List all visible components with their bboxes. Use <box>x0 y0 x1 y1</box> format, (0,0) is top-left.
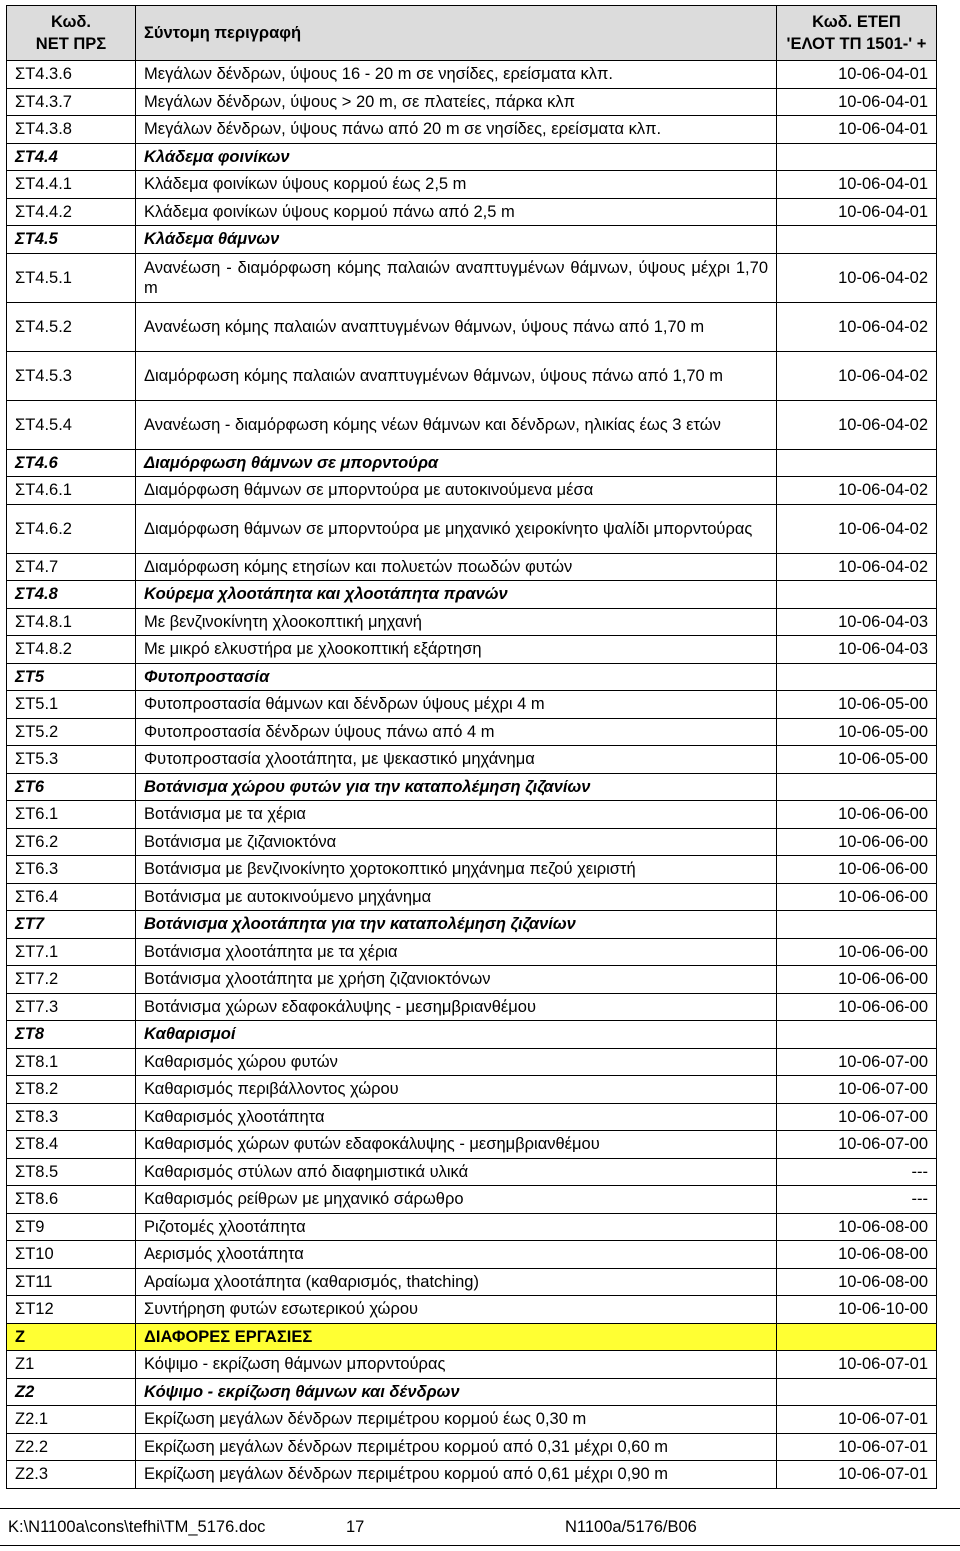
row-code: ΣΤ8 <box>7 1021 136 1049</box>
table-row <box>7 801 937 829</box>
table-row <box>7 773 937 801</box>
row-description: Διαμόρφωση θάμνων σε μπορντούρα <box>136 449 777 477</box>
row-etep-code: 10-06-07-01 <box>777 1406 937 1434</box>
row-description: Μεγάλων δένδρων, ύψους > 20 m, σε πλατείες, πάρκα κλπ <box>136 88 777 116</box>
footer-reference: N1100a/5176/B06 <box>565 1518 697 1536</box>
page-footer <box>0 1508 960 1546</box>
footer-page-number: 17 <box>346 1518 365 1536</box>
row-etep-code: 10-06-04-01 <box>777 171 937 199</box>
row-code: ΣΤ4.4 <box>7 143 136 171</box>
row-etep-code: 10-06-07-01 <box>777 1351 937 1379</box>
table-row <box>7 1076 937 1104</box>
row-etep-code: 10-06-07-00 <box>777 1103 937 1131</box>
row-code: ΣΤ5 <box>7 663 136 691</box>
row-description: Κόψιμο - εκρίζωση θάμνων και δένδρων <box>136 1378 777 1406</box>
table-row <box>7 1131 937 1159</box>
row-etep-code: 10-06-04-02 <box>777 253 937 302</box>
row-etep-code: 10-06-04-01 <box>777 88 937 116</box>
row-code: ΣΤ8.3 <box>7 1103 136 1131</box>
table-row <box>7 1323 937 1351</box>
table-row <box>7 61 937 89</box>
row-etep-code <box>777 911 937 939</box>
row-code: ΣΤ4.7 <box>7 553 136 581</box>
row-code: ΣΤ6.4 <box>7 883 136 911</box>
table-row <box>7 1406 937 1434</box>
row-code: ΣΤ4.3.8 <box>7 116 136 144</box>
table-row <box>7 663 937 691</box>
row-etep-code: 10-06-04-01 <box>777 61 937 89</box>
row-description: Εκρίζωση μεγάλων δένδρων περιμέτρου κορμού από 0,31 μέχρι 0,60 m <box>136 1433 777 1461</box>
row-code: ΣΤ4.5.1 <box>7 253 136 302</box>
row-description: Βοτάνισμα με ζιζανιοκτόνα <box>136 828 777 856</box>
table-row <box>7 351 937 400</box>
row-description: Καθαρισμός περιβάλλοντος χώρου <box>136 1076 777 1104</box>
row-etep-code: 10-06-04-01 <box>777 116 937 144</box>
row-code: ΣΤ10 <box>7 1241 136 1269</box>
row-etep-code <box>777 1378 937 1406</box>
row-etep-code <box>777 226 937 254</box>
table-row <box>7 1461 937 1489</box>
table-row <box>7 553 937 581</box>
table-header-row <box>7 6 937 61</box>
row-description: Βοτάνισμα χλοοτάπητα με τα χέρια <box>136 938 777 966</box>
row-etep-code <box>777 663 937 691</box>
table-row <box>7 1186 937 1214</box>
row-etep-code <box>777 449 937 477</box>
row-description: Διαμόρφωση κόμης παλαιών αναπτυγμένων θάμνων, ύψους πάνω από 1,70 m <box>136 351 777 400</box>
row-etep-code: 10-06-08-00 <box>777 1213 937 1241</box>
row-etep-code: 10-06-04-02 <box>777 302 937 351</box>
row-code: ΣΤ9 <box>7 1213 136 1241</box>
row-etep-code: 10-06-06-00 <box>777 828 937 856</box>
table-row <box>7 938 937 966</box>
row-etep-code: 10-06-08-00 <box>777 1241 937 1269</box>
table-row <box>7 116 937 144</box>
row-description: Ριζοτομές χλοοτάπητα <box>136 1213 777 1241</box>
row-etep-code <box>777 773 937 801</box>
row-etep-code: 10-06-04-02 <box>777 504 937 553</box>
row-etep-code: 10-06-07-00 <box>777 1048 937 1076</box>
row-description: Εκρίζωση μεγάλων δένδρων περιμέτρου κορμού έως 0,30 m <box>136 1406 777 1434</box>
row-etep-code: 10-06-07-00 <box>777 1076 937 1104</box>
row-description: Ανανέωση κόμης παλαιών αναπτυγμένων θάμνων, ύψους πάνω από 1,70 m <box>136 302 777 351</box>
table-row <box>7 143 937 171</box>
row-code: Ζ <box>7 1323 136 1351</box>
row-code: ΣΤ6 <box>7 773 136 801</box>
table-row <box>7 828 937 856</box>
table-row <box>7 636 937 664</box>
table-row <box>7 1158 937 1186</box>
row-code: ΣΤ6.1 <box>7 801 136 829</box>
row-description: Καθαρισμός χώρου φυτών <box>136 1048 777 1076</box>
table-row <box>7 302 937 351</box>
row-description: Καθαρισμοί <box>136 1021 777 1049</box>
table-row <box>7 400 937 449</box>
row-description: Φυτοπροστασία <box>136 663 777 691</box>
row-etep-code: 10-06-07-01 <box>777 1433 937 1461</box>
row-description: Βοτάνισμα με αυτοκινούμενο μηχάνημα <box>136 883 777 911</box>
row-description: Διαμόρφωση κόμης ετησίων και πολυετών ποωδών φυτών <box>136 553 777 581</box>
table-row <box>7 718 937 746</box>
row-etep-code: 10-06-05-00 <box>777 691 937 719</box>
table-row <box>7 171 937 199</box>
row-description: Με βενζινοκίνητη χλοοκοπτική μηχανή <box>136 608 777 636</box>
row-etep-code <box>777 1021 937 1049</box>
header-etep <box>777 6 937 61</box>
table-row <box>7 477 937 505</box>
table-row <box>7 911 937 939</box>
row-code: ΣΤ4.8.1 <box>7 608 136 636</box>
row-etep-code: 10-06-10-00 <box>777 1296 937 1324</box>
row-code: ΣΤ4.6.1 <box>7 477 136 505</box>
row-description: Φυτοπροστασία θάμνων και δένδρων ύψους μέχρι 4 m <box>136 691 777 719</box>
table-row <box>7 198 937 226</box>
row-description: Βοτάνισμα χώρων εδαφοκάλυψης - μεσημβριανθέμου <box>136 993 777 1021</box>
row-code: ΣΤ6.2 <box>7 828 136 856</box>
row-etep-code: 10-06-06-00 <box>777 993 937 1021</box>
header-code-line2: ΝΕΤ ΠΡΣ <box>35 35 107 53</box>
table-row <box>7 883 937 911</box>
row-etep-code: 10-06-04-01 <box>777 198 937 226</box>
row-etep-code <box>777 143 937 171</box>
row-description: ΔΙΑΦΟΡΕΣ ΕΡΓΑΣΙΕΣ <box>136 1323 777 1351</box>
row-description: Αερισμός χλοοτάπητα <box>136 1241 777 1269</box>
table-row <box>7 253 937 302</box>
row-code: ΣΤ4.5.2 <box>7 302 136 351</box>
row-etep-code: 10-06-05-00 <box>777 746 937 774</box>
row-code: ΣΤ6.3 <box>7 856 136 884</box>
row-description: Κλάδεμα φοινίκων ύψους κορμού πάνω από 2,5 m <box>136 198 777 226</box>
row-code: ΣΤ4.6 <box>7 449 136 477</box>
row-code: ΣΤ7 <box>7 911 136 939</box>
row-etep-code: 10-06-04-02 <box>777 477 937 505</box>
header-description: Σύντομη περιγραφή <box>136 6 777 61</box>
table-row <box>7 226 937 254</box>
row-code: ΣΤ4.5 <box>7 226 136 254</box>
row-code: ΣΤ4.5.4 <box>7 400 136 449</box>
row-description: Βοτάνισμα με τα χέρια <box>136 801 777 829</box>
row-code: ΣΤ4.3.6 <box>7 61 136 89</box>
row-description: Βοτάνισμα με βενζινοκίνητο χορτοκοπτικό μηχάνημα πεζού χειριστή <box>136 856 777 884</box>
row-code: Ζ2.1 <box>7 1406 136 1434</box>
table-row <box>7 1241 937 1269</box>
table-row <box>7 1378 937 1406</box>
row-description: Συντήρηση φυτών εσωτερικού χώρου <box>136 1296 777 1324</box>
row-etep-code: 10-06-06-00 <box>777 966 937 994</box>
row-description: Βοτάνισμα χλοοτάπητα για την καταπολέμηση ζιζανίων <box>136 911 777 939</box>
table-row <box>7 746 937 774</box>
table-row <box>7 1213 937 1241</box>
row-description: Μεγάλων δένδρων, ύψους 16 - 20 m σε νησίδες, ερείσματα κλπ. <box>136 61 777 89</box>
row-code: ΣΤ7.3 <box>7 993 136 1021</box>
table-row <box>7 1048 937 1076</box>
row-code: ΣΤ4.3.7 <box>7 88 136 116</box>
row-description: Ανανέωση - διαμόρφωση κόμης νέων θάμνων και δένδρων, ηλικίας έως 3 ετών <box>136 400 777 449</box>
header-etep-line2: 'ΕΛΟΤ ΤΠ 1501-' + <box>786 35 927 53</box>
row-code: ΣΤ4.8 <box>7 581 136 609</box>
row-etep-code: 10-06-04-02 <box>777 351 937 400</box>
header-etep-line1: Κωδ. ΕΤΕΠ <box>812 13 901 31</box>
row-code: ΣΤ12 <box>7 1296 136 1324</box>
table-row <box>7 1351 937 1379</box>
row-code: ΣΤ11 <box>7 1268 136 1296</box>
table-row <box>7 1021 937 1049</box>
row-description: Κλάδεμα φοινίκων <box>136 143 777 171</box>
header-code <box>7 6 136 61</box>
row-description: Βοτάνισμα χώρου φυτών για την καταπολέμηση ζιζανίων <box>136 773 777 801</box>
row-etep-code: 10-06-04-03 <box>777 636 937 664</box>
table-row <box>7 1433 937 1461</box>
table-row <box>7 608 937 636</box>
table-row <box>7 1296 937 1324</box>
table-row <box>7 966 937 994</box>
row-etep-code: 10-06-06-00 <box>777 856 937 884</box>
row-description: Φυτοπροστασία δένδρων ύψους πάνω από 4 m <box>136 718 777 746</box>
row-description: Καθαρισμός χλοοτάπητα <box>136 1103 777 1131</box>
row-code: Ζ2 <box>7 1378 136 1406</box>
row-description: Κούρεμα χλοοτάπητα και χλοοτάπητα πρανών <box>136 581 777 609</box>
table-body <box>7 61 937 1489</box>
table-row <box>7 691 937 719</box>
table-row <box>7 449 937 477</box>
row-code: Ζ1 <box>7 1351 136 1379</box>
row-etep-code: 10-06-06-00 <box>777 801 937 829</box>
row-etep-code: 10-06-07-01 <box>777 1461 937 1489</box>
table-row <box>7 581 937 609</box>
row-code: Ζ2.2 <box>7 1433 136 1461</box>
row-code: ΣΤ8.2 <box>7 1076 136 1104</box>
row-code: ΣΤ4.4.1 <box>7 171 136 199</box>
table-row <box>7 88 937 116</box>
row-description: Βοτάνισμα χλοοτάπητα με χρήση ζιζανιοκτόνων <box>136 966 777 994</box>
row-code: ΣΤ4.4.2 <box>7 198 136 226</box>
row-etep-code: --- <box>777 1158 937 1186</box>
row-code: ΣΤ4.5.3 <box>7 351 136 400</box>
row-code: ΣΤ4.6.2 <box>7 504 136 553</box>
row-description: Διαμόρφωση θάμνων σε μπορντούρα με αυτοκινούμενα μέσα <box>136 477 777 505</box>
row-code: ΣΤ8.6 <box>7 1186 136 1214</box>
row-etep-code <box>777 1323 937 1351</box>
row-description: Ανανέωση - διαμόρφωση κόμης παλαιών αναπτυγμένων θάμνων, ύψους μέχρι 1,70 m <box>136 253 777 302</box>
row-etep-code: --- <box>777 1186 937 1214</box>
row-description: Φυτοπροστασία χλοοτάπητα, με ψεκαστικό μηχάνημα <box>136 746 777 774</box>
row-code: ΣΤ4.8.2 <box>7 636 136 664</box>
row-code: ΣΤ5.1 <box>7 691 136 719</box>
row-etep-code: 10-06-06-00 <box>777 883 937 911</box>
row-code: ΣΤ8.5 <box>7 1158 136 1186</box>
row-code: ΣΤ5.3 <box>7 746 136 774</box>
table-row <box>7 856 937 884</box>
row-description: Κλάδεμα φοινίκων ύψους κορμού έως 2,5 m <box>136 171 777 199</box>
table-row <box>7 1103 937 1131</box>
row-description: Καθαρισμός χώρων φυτών εδαφοκάλυψης - μεσημβριανθέμου <box>136 1131 777 1159</box>
row-description: Καθαρισμός στύλων από διαφημιστικά υλικά <box>136 1158 777 1186</box>
row-etep-code: 10-06-07-00 <box>777 1131 937 1159</box>
row-code: ΣΤ8.1 <box>7 1048 136 1076</box>
row-description: Μεγάλων δένδρων, ύψους πάνω από 20 m σε νησίδες, ερείσματα κλπ. <box>136 116 777 144</box>
row-etep-code: 10-06-04-02 <box>777 400 937 449</box>
row-code: ΣΤ5.2 <box>7 718 136 746</box>
table-row <box>7 1268 937 1296</box>
row-description: Κόψιμο - εκρίζωση θάμνων μπορντούρας <box>136 1351 777 1379</box>
row-etep-code: 10-06-06-00 <box>777 938 937 966</box>
header-code-line1: Κωδ. <box>50 13 92 31</box>
footer-file-path: K:\N1100a\cons\tefhi\TM_5176.doc <box>8 1518 266 1536</box>
row-etep-code: 10-06-05-00 <box>777 718 937 746</box>
row-etep-code <box>777 581 937 609</box>
row-description: Αραίωμα χλοοτάπητα (καθαρισμός, thatching) <box>136 1268 777 1296</box>
row-description: Εκρίζωση μεγάλων δένδρων περιμέτρου κορμού από 0,61 μέχρι 0,90 m <box>136 1461 777 1489</box>
row-description: Διαμόρφωση θάμνων σε μπορντούρα με μηχανικό χειροκίνητο ψαλίδι μπορντούρας <box>136 504 777 553</box>
row-description: Με μικρό ελκυστήρα με χλοοκοπτική εξάρτηση <box>136 636 777 664</box>
table-row <box>7 504 937 553</box>
row-etep-code: 10-06-04-03 <box>777 608 937 636</box>
row-code: ΣΤ7.2 <box>7 966 136 994</box>
row-etep-code: 10-06-04-02 <box>777 553 937 581</box>
row-etep-code: 10-06-08-00 <box>777 1268 937 1296</box>
row-description: Καθαρισμός ρείθρων με μηχανικό σάρωθρο <box>136 1186 777 1214</box>
row-code: ΣΤ8.4 <box>7 1131 136 1159</box>
table-row <box>7 993 937 1021</box>
work-items-table <box>6 5 937 1489</box>
row-code: Ζ2.3 <box>7 1461 136 1489</box>
row-description: Κλάδεμα θάμνων <box>136 226 777 254</box>
row-code: ΣΤ7.1 <box>7 938 136 966</box>
